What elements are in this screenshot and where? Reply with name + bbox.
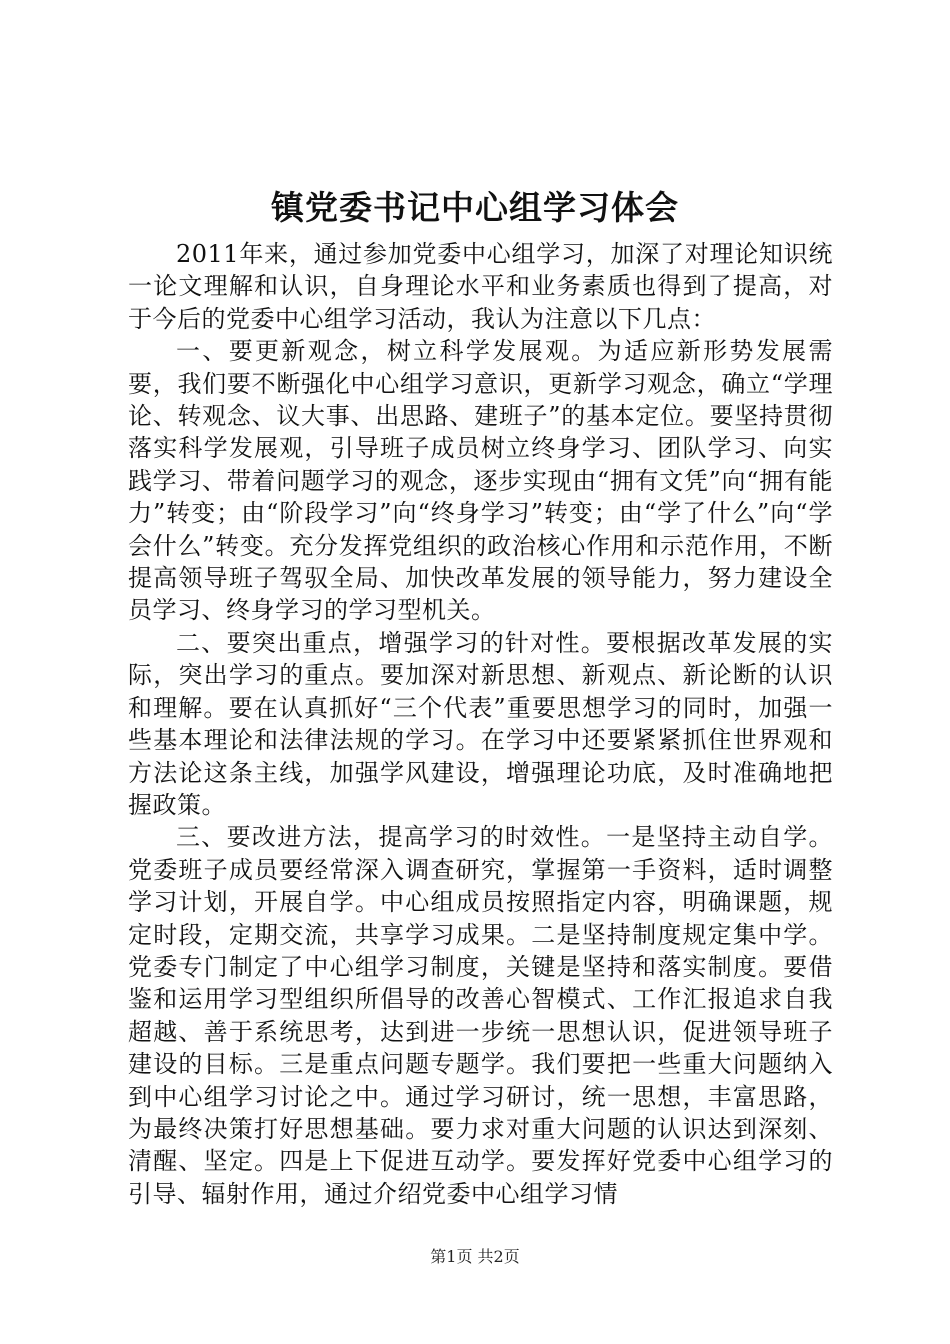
paragraph-point-3: 三、要改进方法，提高学习的时效性。一是坚持主动自学。党委班子成员要经常深入调查研究，掌握第一手资料，适时调整学习计划，开展自学。中心组成员按照指定内容，明确课题，规定时段，定期交流，共享学习成果。二是坚持制度规定集中学。党委专门制定了中心组学习制度，关键是坚持和落实制度。要借鉴和运用学习型组织所倡导的改善心智模式、工作汇报追求自我超越、善于系统思考，达到进一步统一思想认识，促进领导班子建设的目标。三是重点问题专题学。我们要把一些重大问题纳入到中心组学习讨论之中。通过学习研讨，统一思想，丰富思路，为最终决策打好思想基础。要力求对重大问题的认识达到深刻、清醒、坚定。四是上下促进互动学。要发挥好党委中心组学习的引导、辐射作用，通过介绍党委中心组学习情 [128, 823, 833, 1208]
document-title: 镇党委书记中心组学习体会 [271, 188, 679, 227]
document-body [128, 238, 833, 1210]
paragraph-point-2: 二、要突出重点，增强学习的针对性。要根据改革发展的实际，突出学习的重点。要加深对新思想、新观点、新论断的认识和理解。要在认真抓好“三个代表”重要思想学习的同时，加强一些基本理论和法律法规的学习。在学习中还要紧紧抓住世界观和方法论这条主线，加强学风建设，增强理论功底，及时准确地把握政策。 [128, 628, 833, 819]
paragraph-point-1: 一、要更新观念，树立科学发展观。为适应新形势发展需要，我们要不断强化中心组学习意识，更新学习观念，确立“学理论、转观念、议大事、出思路、建班子”的基本定位。要坚持贯彻落实科学发展观，引导班子成员树立终身学习、团队学习、向实践学习、带着问题学习的观念，逐步实现由“拥有文凭”向“拥有能力”转变；由“阶段学习”向“终身学习”转变；由“学了什么”向“学会什么”转变。充分发挥党组织的政治核心作用和示范作用，不断提高领导班子驾驭全局、加快改革发展的领导能力，努力建设全员学习、终身学习的学习型机关。 [128, 337, 833, 625]
page-number-footer: 第1页 共2页 [430, 1247, 520, 1266]
paragraph-intro: 2011年来，通过参加党委中心组学习，加深了对理论知识统一论文理解和认识，自身理论水平和业务素质也得到了提高，对于今后的党委中心组学习活动，我认为注意以下几点： [128, 240, 833, 333]
